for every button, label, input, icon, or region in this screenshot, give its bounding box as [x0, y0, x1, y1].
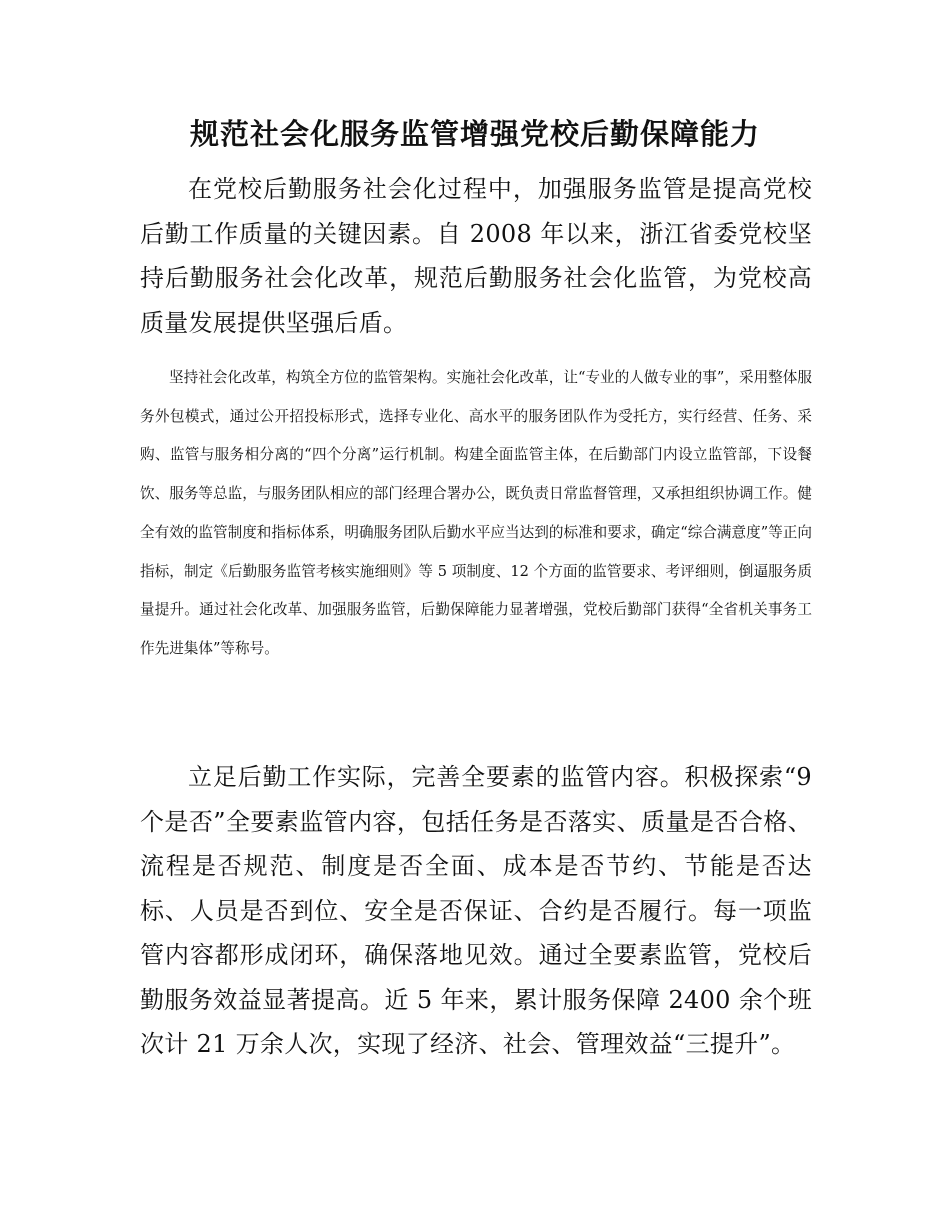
paragraph-intro: 在党校后勤服务社会化过程中，加强服务监管是提高党校后勤工作质量的关键因素。自 2008 年以来，浙江省委党校坚持后勤服务社会化改革，规范后勤服务社会化监管，为党校高质量发展提供坚强后盾。 — [140, 175, 812, 337]
paragraph-reform: 坚持社会化改革，构筑全方位的监管架构。实施社会化改革，让“专业的人做专业的事”，采用整体服务外包模式，通过公开招投标形式，选择专业化、高水平的服务团队作为受托方，实行经营、任务、采购、监管与服务相分离的“四个分离”运行机制。构建全面监管主体，在后勤部门内设立监管部，下设餐饮、服务等总监，与服务团队相应的部门经理合署办公，既负责日常监督管理，又承担组织协调工作。健全有效的监管制度和指标体系，明确服务团队后勤水平应当达到的标准和要求，确定“综合满意度”等正向指标，制定《后勤服务监管考核实施细则》等 5 项制度、12 个方面的监管要求、考评细则，倒逼服务质量提升。通过社会化改革、加强服务监管，后勤保障能力显著增强，党校后勤部门获得“全省机关事务工作先进集体”等称号。 — [140, 369, 812, 657]
paragraph-supervision-content: 立足后勤工作实际，完善全要素的监管内容。积极探索“9 个是否”全要素监管内容，包括任务是否落实、质量是否合格、流程是否规范、制度是否全面、成本是否节约、节能是否达标、人员是否到位、安全是否保证、合约是否履行。每一项监管内容都形成闭环，确保落地见效。通过全要素监管，党校后勤服务效益显著提高。近 5 年来，累计服务保障 2400 余个班次计 21 万余人次，实现了经济、社会、管理效益“三提升”。 — [140, 763, 812, 1058]
document-title: 规范社会化服务监管增强党校后勤保障能力 — [189, 117, 760, 151]
